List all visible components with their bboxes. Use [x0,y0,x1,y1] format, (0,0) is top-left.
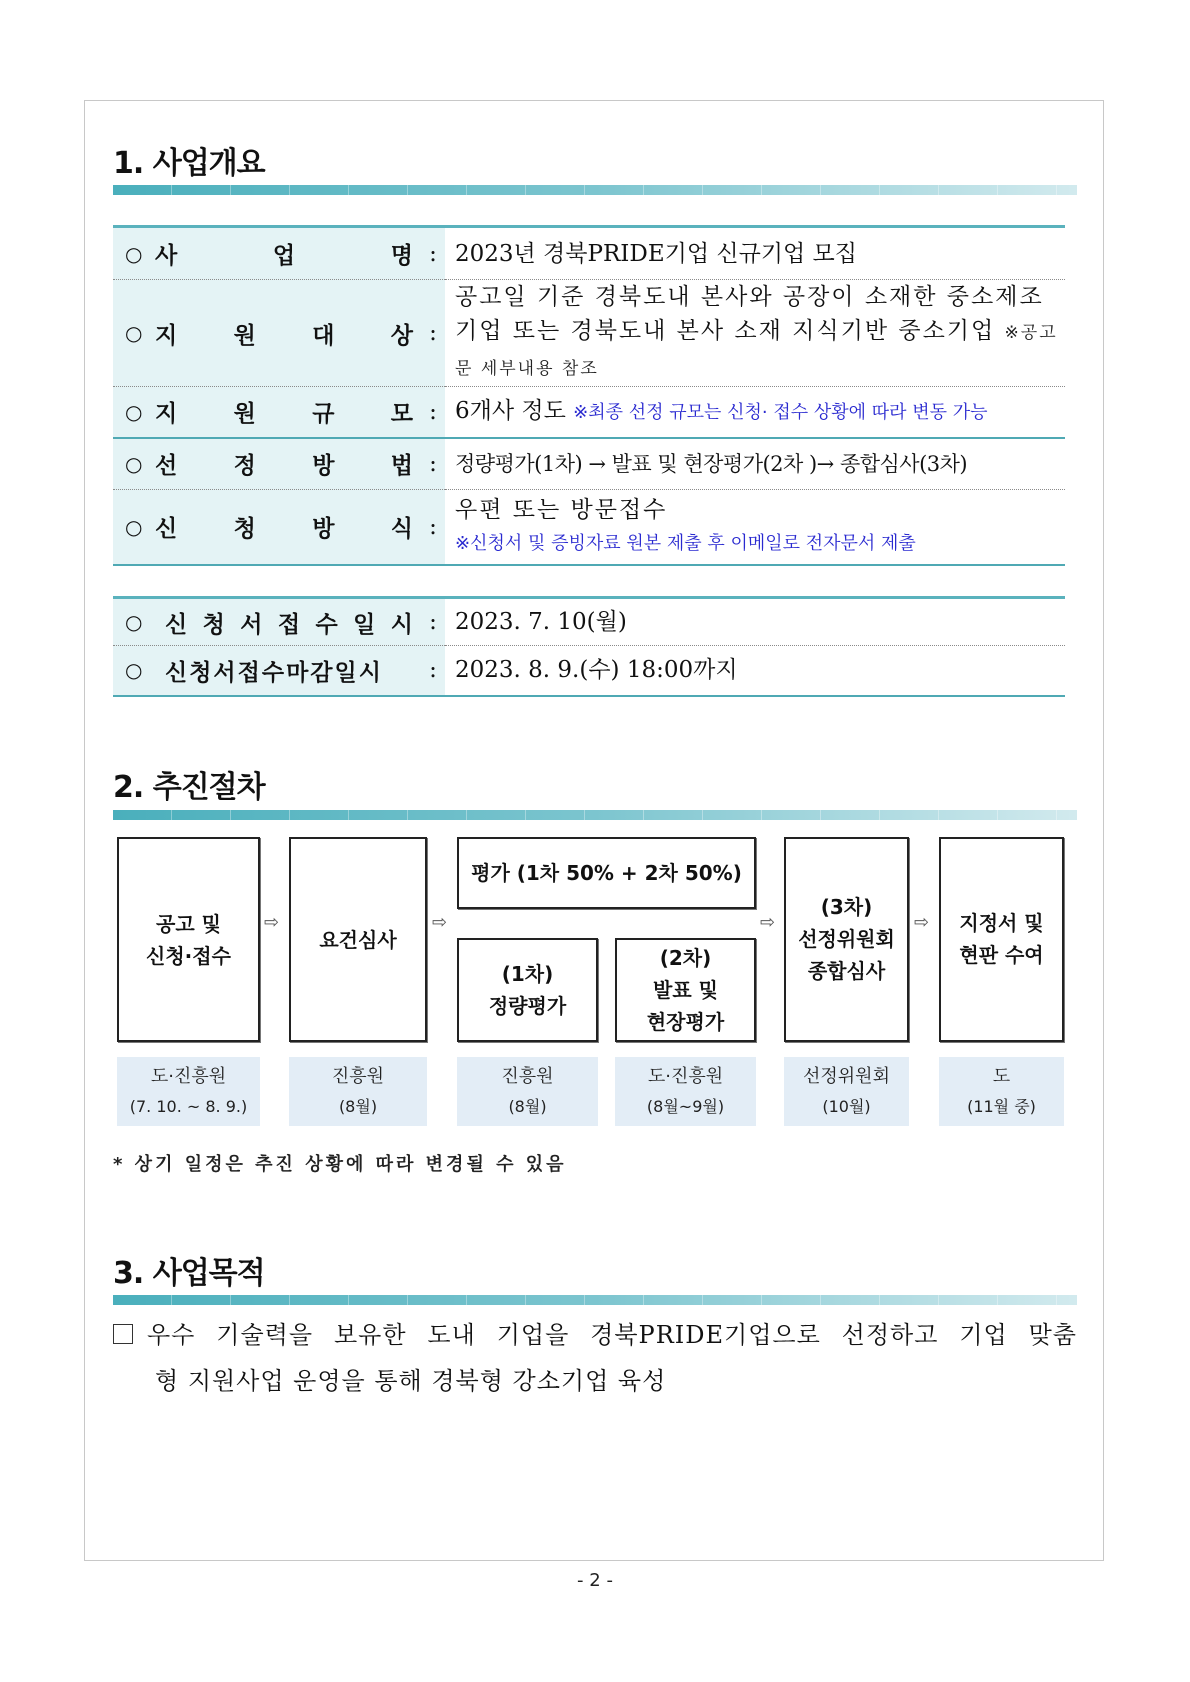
right-arrow-icon: ⇨ [432,912,448,933]
step-announce-apply: 공고 및 신청·접수 [117,837,260,1042]
owner-label: 진흥원 (8월) [289,1057,427,1126]
note: ※신청서 및 증빙자료 원본 제출 후 이메일로 전자문서 제출 [455,532,916,554]
value-selection-method: 정량평가(1차) → 발표 및 현장평가(2차 )→ 종합심사(3차) [445,438,1065,490]
step-committee-review: (3차) 선정위원회 종합심사 [784,837,909,1042]
bullet-circle-icon: ○ [125,399,143,424]
label: 신청서접수마감일시 [165,658,383,686]
bullet-circle-icon: ○ [125,610,143,634]
section-divider-bar [113,1295,1077,1305]
bullet-circle-icon: ○ [125,658,143,683]
section-title-purpose: 3. 사업목적 [113,1256,265,1291]
value-application-open: 2023. 7. 10(월) [445,598,1065,646]
note: ※최종 선정 규모는 신청· 접수 상황에 따라 변동 가능 [573,401,988,423]
owner-label: 도 (11월 중) [939,1057,1064,1126]
row-application-deadline: ○ 신청서접수마감일시 : 2023. 8. 9.(수) 18:00까지 [113,646,1065,696]
owner-label: 선정위원회 (10월) [784,1057,909,1126]
label: 지 원 대 상 [155,321,413,349]
section-title-procedure: 2. 추진절차 [113,770,265,805]
bullet-circle-icon: ○ [125,514,143,539]
row-business-name: ○ 사 업 명 : 2023년 경북PRIDE기업 신규기업 모집 [113,227,1065,280]
right-arrow-icon: ⇨ [264,912,280,933]
label: 사 업 명 [155,242,413,269]
bullet-circle-icon: ○ [125,451,143,476]
value-application-deadline: 2023. 8. 9.(수) 18:00까지 [445,646,1065,696]
row-support-scale: ○ 지 원 규 모 : 6개사 정도 ※최종 선정 규모는 신청· 접수 상황에 따라 변동 가능 [113,387,1065,438]
label: 신 청 서 접 수 일 시 [165,610,413,638]
value-support-scale: 6개사 정도 ※최종 선정 규모는 신청· 접수 상황에 따라 변동 가능 [445,387,1065,438]
note: ※공고문 세부내용 참조 [455,323,1058,379]
step-requirement-review: 요건심사 [289,837,427,1042]
purpose-text: 우수 기술력을 보유한 도내 기업을 경북PRIDE기업으로 선정하고 기업 맞춤 형 지원사업 운영을 통해 경북형 강소기업 육성 [113,1312,1077,1404]
step-evaluation-header: 평가 (1차 50% + 2차 50%) [457,837,756,909]
row-support-target: ○ 지 원 대 상 : 공고일 기준 경북도내 본사와 공장이 소재한 중소제조 기업 또는 경북도내 본사 소재 지식기반 중소기업 ※공고문 세부내용 참조 [113,280,1065,387]
value-business-name: 2023년 경북PRIDE기업 신규기업 모집 [445,227,1065,280]
step-designation: 지정서 및 현판 수여 [939,837,1064,1042]
value-application-method: 우편 또는 방문접수 ※신청서 및 증빙자료 원본 제출 후 이메일로 전자문서 제출 [445,490,1065,565]
page-number: - 2 - [577,1570,613,1591]
owner-label: 도·진흥원 (8월~9월) [615,1057,756,1126]
schedule-table [113,596,1065,697]
checkbox-square-icon [113,1324,133,1344]
section-divider-bar [113,810,1077,820]
step-quantitative-eval: (1차) 정량평가 [457,938,598,1042]
owner-label: 진흥원 (8월) [457,1057,598,1126]
row-application-open: ○ 신 청 서 접 수 일 시 : 2023. 7. 10(월) [113,598,1065,646]
schedule-footnote: * 상기 일정은 추진 상황에 따라 변경될 수 있음 [113,1154,567,1175]
step-presentation-site-eval: (2차) 발표 및 현장평가 [615,938,756,1042]
section-divider-bar [113,185,1077,195]
label: 지 원 규 모 [155,400,413,428]
right-arrow-icon: ⇨ [914,912,930,933]
value-support-target: 공고일 기준 경북도내 본사와 공장이 소재한 중소제조 기업 또는 경북도내 본사 소재 지식기반 중소기업 ※공고문 세부내용 참조 [445,280,1065,387]
section-title-overview: 1. 사업개요 [113,146,265,181]
bullet-circle-icon: ○ [125,241,143,266]
bullet-circle-icon: ○ [125,321,143,345]
owner-label: 도·진흥원 (7. 10. ~ 8. 9.) [117,1057,260,1126]
row-application-method: ○ 신 청 방 식 : 우편 또는 방문접수 ※신청서 및 증빙자료 원본 제출 후 이메일로 전자문서 제출 [113,490,1065,565]
right-arrow-icon: ⇨ [760,912,776,933]
row-selection-method: ○ 선 정 방 법 : 정량평가(1차) → 발표 및 현장평가(2차 )→ 종합심사(3차) [113,438,1065,490]
label: 선 정 방 법 [155,452,413,480]
label: 신 청 방 식 [155,515,413,543]
overview-table [113,225,1065,566]
